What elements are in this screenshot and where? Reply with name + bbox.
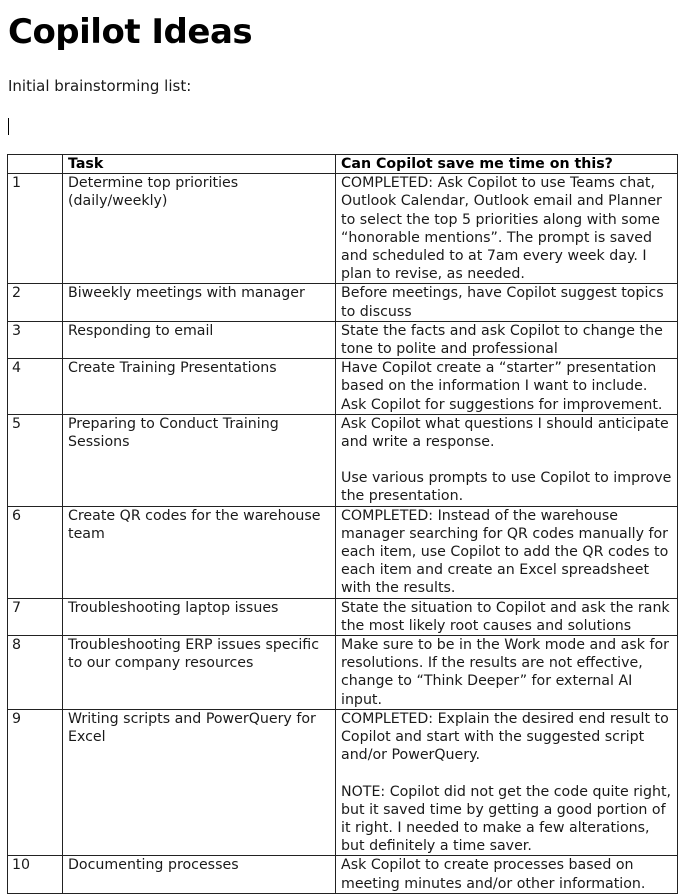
table-row — [8, 414, 678, 506]
answer-paragraph: State the facts and ask Copilot to change the tone to polite and professional — [341, 322, 663, 358]
task-cell: Responding to email — [63, 321, 336, 358]
answer-cell — [336, 506, 678, 598]
row-number: 8 — [8, 636, 63, 710]
table-row — [8, 598, 678, 635]
answer-paragraph: Use various prompts to use Copilot to improve the presentation. — [341, 470, 672, 505]
header-number — [8, 155, 63, 174]
row-number: 6 — [8, 506, 63, 598]
answer-paragraph: State the situation to Copilot and ask the rank the most likely root causes and solutions — [341, 599, 670, 634]
table-row — [8, 284, 678, 321]
task-cell: Troubleshooting laptop issues — [63, 598, 336, 635]
table-row — [8, 321, 678, 358]
task-cell: Documenting processes — [63, 856, 336, 893]
answer-paragraph: Ask Copilot what questions I should anticipate and write a response. — [341, 415, 669, 451]
answer-paragraph: Ask Copilot to create processes based on meeting minutes and/or other information. — [341, 857, 646, 892]
row-number: 1 — [8, 174, 63, 284]
answer-cell — [336, 174, 678, 284]
answer-paragraph: Make sure to be in the Work mode and ask for resolutions. If the results are not effective, change to “Think Deeper” for external AI input. — [341, 637, 669, 708]
table-row — [8, 174, 678, 284]
ideas-table — [7, 154, 678, 894]
task-cell: Create QR codes for the warehouse team — [63, 506, 336, 598]
task-cell: Create Training Presentations — [63, 359, 336, 415]
table-row — [8, 506, 678, 598]
answer-cell — [336, 598, 678, 635]
row-number: 3 — [8, 321, 63, 358]
answer-cell — [336, 414, 678, 506]
answer-cell — [336, 359, 678, 415]
header-task: Task — [63, 155, 336, 174]
document-title: Copilot Ideas — [8, 12, 253, 52]
row-number: 10 — [8, 856, 63, 893]
row-number: 5 — [8, 414, 63, 506]
row-number: 7 — [8, 598, 63, 635]
row-number: 4 — [8, 359, 63, 415]
row-number: 2 — [8, 284, 63, 321]
task-cell: Writing scripts and PowerQuery for Excel — [63, 709, 336, 855]
document-subtitle: Initial brainstorming list: — [8, 77, 192, 95]
table-body — [8, 174, 678, 894]
task-cell: Biweekly meetings with manager — [63, 284, 336, 321]
answer-cell — [336, 636, 678, 710]
answer-cell — [336, 284, 678, 321]
answer-paragraph: COMPLETED: Explain the desired end result to Copilot and start with the suggested script and/or PowerQuery. — [341, 710, 669, 764]
answer-paragraph: COMPLETED: Instead of the warehouse manager searching for QR codes manually for each item, use Copilot to add the QR codes to each item and create an Excel spreadsheet with the results. — [341, 507, 669, 597]
table-row — [8, 636, 678, 710]
header-question: Can Copilot save me time on this? — [336, 155, 678, 174]
task-cell: Determine top priorities (daily/weekly) — [63, 174, 336, 284]
answer-paragraph: Have Copilot create a “starter” presentation based on the information I want to include. Ask Copilot for suggestions for improvement. — [341, 360, 663, 413]
table-row — [8, 359, 678, 415]
task-cell: Preparing to Conduct Training Sessions — [63, 414, 336, 506]
row-number: 9 — [8, 709, 63, 855]
answer-paragraph: COMPLETED: Ask Copilot to use Teams chat, Outlook Calendar, Outlook email and Planner to select the top 5 priorities along with some “honorable mentions”. The prompt is saved and scheduled to at 7am every week day. I plan to revise, as needed. — [341, 175, 662, 283]
task-cell: Troubleshooting ERP issues specific to our company resources — [63, 636, 336, 710]
answer-paragraph: Before meetings, have Copilot suggest topics to discuss — [341, 285, 664, 320]
answer-paragraph: NOTE: Copilot did not get the code quite right, but it saved time by getting a good portion of it right. I needed to make a few alterations, but definitely a time saver. — [341, 783, 672, 855]
table-row — [8, 709, 678, 855]
answer-cell — [336, 321, 678, 358]
answer-cell — [336, 709, 678, 855]
table-header-row — [8, 155, 678, 174]
text-cursor — [8, 118, 9, 135]
